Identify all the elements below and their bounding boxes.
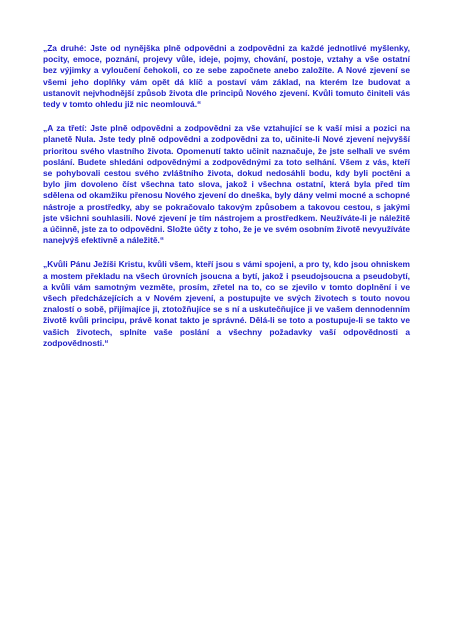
paragraph-third-point: „A za třetí: Jste plně odpovědni a zodpovědni za vše vztahující se k vaší misi a pozici na planetě Nula. Jste tedy plně odpovědni a zodpovědni za to, učinite-li Nové zjevení nejvyšší prioritou svého vlastního života. Opomenutí takto učinit naznačuje, že jste selhali ve svém poslání. Budete shledáni odpovědnými a zodpovědnými za toto selhání. Všem z vás, kteří se pohybovali cestou svého zvláštního života, dokud nedosáhli bodu, kdy byli poctěni a bylo jim dovoleno číst všechna tato slova, jakož i všechna ostatní, která byla před tím sdělena od okamžiku přenosu Nového zjevení do dneška, byly dány velmi mocné a schopné nástroje a prostředky, aby se pokračovalo takovým způsobem a takovou cestou, s jakými jste všichni souhlasili. Nové zjevení je tím nástrojem a prostředkem. Neužíváte-li je náležitě a účinně, jste za to odpovědni. Složte účty z toho, že je ve svém osobním životě nevyužíváte nanejvýš efektivně a náležitě.“: [43, 123, 410, 246]
document-body: [43, 43, 410, 363]
paragraph-closing-appeal: „Kvůli Pánu Ježíši Kristu, kvůli všem, kteří jsou s vámi spojeni, a pro ty, kdo jsou ohniskem a mostem překladu na všech úrovních jsoucna a bytí, jakož i pseudojsoucna a pseudobytí, a kvůli vám samotným vezměte, prosím, zřetel na to, co se zjevilo v tomto doplnění i ve všech předcházejících a v Novém zjevení, a postupujte ve svých životech s touto novou znalostí o sobě, přijímajíce ji, ztotožňujíce se s ní a uskutečňujíce ji ve vašem dennodenním životě kvůli principu, právě konat takto je správné. Dělá-li se toto a postupuje-li se takto ve vašich životech, splníte vaše poslání a všechny požadavky vaší odpovědnosti a zodpovědnosti.“: [43, 259, 410, 348]
paragraph-second-point: „Za druhé: Jste od nynějška plně odpovědni a zodpovědni za každé jednotlivé myšlenky, pocity, emoce, poznání, projevy vůle, ideje, pojmy, chování, postoje, vztahy a vše ostatní bez výjimky a vyloučení čehokoli, co ze sebe započnete anebo založíte. A Nové zjevení se všemi jeho doplňky vám opět dá klíč a postaví vám základ, na kterém lze budovat a ustanovit nejvhodnější způsob života dle principů Nového zjevení. Kvůli tomuto činiteli vás tedy v tomto ohledu již nic neomlouvá.“: [43, 43, 410, 110]
